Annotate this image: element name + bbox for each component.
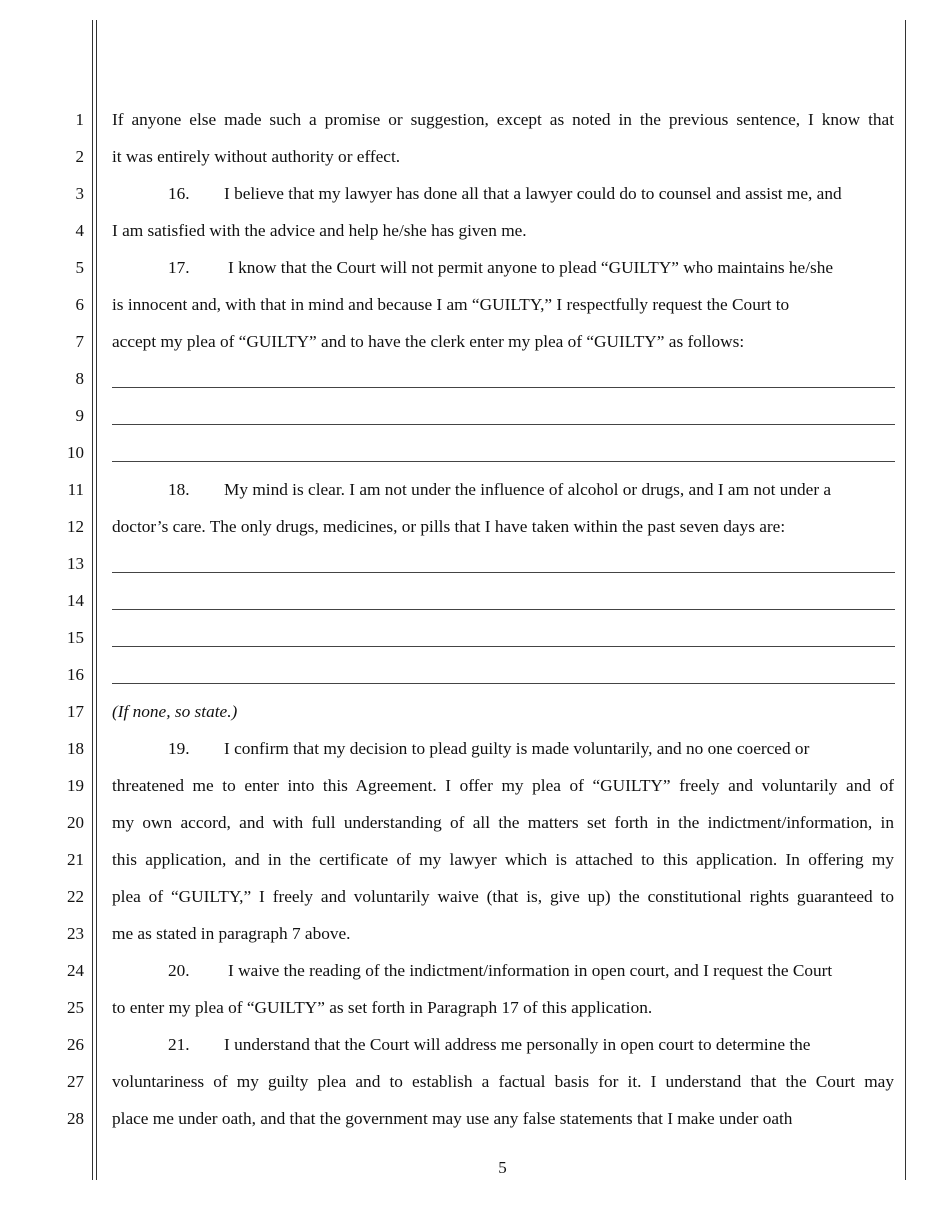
- line-number: 21: [67, 850, 84, 869]
- paragraph-17-line: [168, 258, 894, 278]
- text-line: this application, and in the certificate of my lawyer which is attached to this application. In offering my: [112, 850, 894, 869]
- line-number: 25: [67, 998, 84, 1017]
- paragraph-number: 20.: [168, 961, 190, 980]
- line-number: 10: [67, 443, 84, 462]
- line-number: 14: [67, 591, 84, 610]
- blank-fill-line[interactable]: [112, 424, 895, 425]
- line-number: 15: [67, 628, 84, 647]
- paragraph-21-line: [168, 1035, 894, 1055]
- line-number: 24: [67, 961, 84, 980]
- blank-fill-line[interactable]: [112, 609, 895, 610]
- paragraph-number: 17.: [168, 258, 190, 277]
- line-number: 1: [75, 110, 84, 129]
- line-number: 7: [75, 332, 84, 351]
- blank-fill-line[interactable]: [112, 646, 895, 647]
- line-number: 17: [67, 702, 84, 721]
- text-line: plea of “GUILTY,” I freely and voluntarily waive (that is, give up) the constitutional rights guaranteed to: [112, 887, 894, 906]
- text-line: If anyone else made such a promise or suggestion, except as noted in the previous sentence, I know that: [112, 110, 894, 129]
- text-line: accept my plea of “GUILTY” and to have the clerk enter my plea of “GUILTY” as follows:: [112, 332, 745, 351]
- left-margin-rule-inner: [96, 20, 97, 1180]
- line-number: 2: [75, 147, 84, 166]
- line-number: 5: [75, 258, 84, 277]
- line-number: 20: [67, 813, 84, 832]
- line-number: 22: [67, 887, 84, 906]
- paragraph-number: 16.: [168, 184, 190, 203]
- text-line: is innocent and, with that in mind and because I am “GUILTY,” I respectfully request the Court to: [112, 295, 790, 314]
- line-number: 27: [67, 1072, 84, 1091]
- text-line: to enter my plea of “GUILTY” as set forth in Paragraph 17 of this application.: [112, 998, 653, 1017]
- text-segment: I know that the Court will not permit anyone to plead “GUILTY” who maintains he/she: [228, 258, 834, 277]
- line-number: 28: [67, 1109, 84, 1128]
- line-number: 26: [67, 1035, 84, 1054]
- blank-fill-line[interactable]: [112, 572, 895, 573]
- line-number: 16: [67, 665, 84, 684]
- text-line: doctor’s care. The only drugs, medicines, or pills that I have taken within the past seven days are:: [112, 517, 786, 536]
- text-segment: I believe that my lawyer has done all that a lawyer could do to counsel and assist me, and: [224, 184, 842, 203]
- text-line: threatened me to enter into this Agreement. I offer my plea of “GUILTY” freely and voluntarily and of: [112, 776, 894, 795]
- blank-fill-line[interactable]: [112, 683, 895, 684]
- paragraph-18-line: [168, 480, 894, 500]
- text-line: place me under oath, and that the government may use any false statements that I make under oath: [112, 1109, 793, 1128]
- line-number: 9: [75, 406, 84, 425]
- line-number: 23: [67, 924, 84, 943]
- line-number: 4: [75, 221, 84, 240]
- blank-fill-line[interactable]: [112, 461, 895, 462]
- line-number: 18: [67, 739, 84, 758]
- line-number: 13: [67, 554, 84, 573]
- right-margin-rule: [905, 20, 906, 1180]
- paragraph-20-line: [168, 961, 894, 981]
- line-number: 11: [67, 480, 84, 499]
- line-number: 12: [67, 517, 84, 536]
- line-number: 8: [75, 369, 84, 388]
- line-number: 6: [75, 295, 84, 314]
- paragraph-number: 19.: [168, 739, 190, 758]
- text-line: my own accord, and with full understanding of all the matters set forth in the indictment/information, in: [112, 813, 894, 832]
- text-segment: I waive the reading of the indictment/information in open court, and I request the Court: [228, 961, 833, 980]
- text-line: I am satisfied with the advice and help he/she has given me.: [112, 221, 527, 240]
- paragraph-number: 18.: [168, 480, 190, 499]
- left-margin-rule: [92, 20, 93, 1180]
- text-segment: I confirm that my decision to plead guilty is made voluntarily, and no one coerced or: [224, 739, 810, 758]
- note-text: (If none, so state.): [112, 702, 238, 721]
- paragraph-16-line: [168, 184, 894, 204]
- page-number: 5: [498, 1158, 507, 1177]
- text-line: me as stated in paragraph 7 above.: [112, 924, 351, 943]
- paragraph-number: 21.: [168, 1035, 190, 1054]
- text-line: voluntariness of my guilty plea and to establish a factual basis for it. I understand that the Court may: [112, 1072, 894, 1091]
- text-line: it was entirely without authority or effect.: [112, 147, 401, 166]
- line-number: 19: [67, 776, 84, 795]
- text-segment: My mind is clear. I am not under the influence of alcohol or drugs, and I am not under a: [224, 480, 832, 499]
- paragraph-19-line: [168, 739, 894, 759]
- line-number: 3: [75, 184, 84, 203]
- blank-fill-line[interactable]: [112, 387, 895, 388]
- text-segment: I understand that the Court will address me personally in open court to determine the: [224, 1035, 811, 1054]
